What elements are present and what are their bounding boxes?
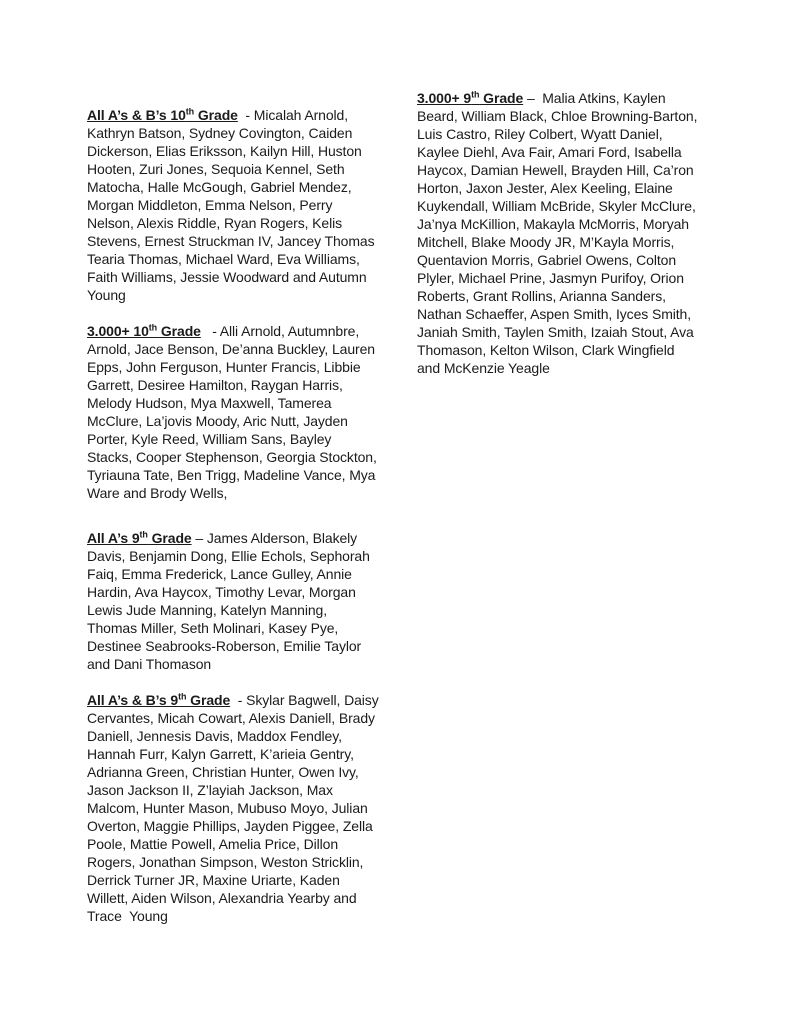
heading-text: All A’s 9	[87, 530, 140, 546]
section-paragraph	[417, 89, 701, 377]
heading-grade-text: Grade	[194, 107, 238, 123]
names-list: Micalah Arnold, Kathryn Batson, Sydney Covington, Caiden Dickerson, Elias Eriksson, Kailyn Hill, Huston Hooten, Zuri Jones, Sequoia Kennel, Seth Matocha, Halle McGough, Gabriel Mendez, Morgan Middleton, Emma Nelson, Perry Nelson, Alexis Riddle, Ryan Rogers, Kelis Stevens, Ernest Struckman IV, Jancey Thomas Tearia Thomas, Michael Ward, Eva Williams, Faith Williams, Jessie Woodward and Autumn Young	[87, 107, 379, 303]
names-list: James Alderson, Blakely Davis, Benjamin Dong, Ellie Echols, Sephorah Faiq, Emma Frederick, Lance Gulley, Annie Hardin, Ava Haycox, Timothy Levar, Morgan Lewis Jude Manning, Katelyn Manning, Thomas Miller, Seth Molinari, Kasey Pye, Destinee Seabrooks-Roberson, Emilie Taylor and Dani Thomason	[87, 530, 374, 672]
heading-separator: –	[191, 530, 207, 546]
heading-ordinal-suffix: th	[139, 529, 148, 540]
section-paragraph	[87, 691, 383, 925]
heading-text: 3.000+ 10	[87, 323, 149, 339]
section-paragraph	[87, 106, 379, 304]
heading-grade-text: Grade	[186, 692, 231, 708]
heading-ordinal-suffix: th	[471, 89, 480, 100]
heading-separator: -	[237, 107, 254, 123]
section-3000-9th-grade	[417, 89, 701, 377]
heading-text: All A’s & B’s 9	[87, 692, 179, 708]
section-heading	[417, 90, 523, 106]
section-3000-10th-grade	[87, 322, 379, 502]
heading-grade-text: Grade	[157, 323, 201, 339]
heading-separator: –	[523, 90, 543, 106]
section-paragraph	[87, 322, 379, 502]
names-list: Malia Atkins, Kaylen Beard, William Black, Chloe Browning-Barton, Luis Castro, Riley Colbert, Wyatt Daniel, Kaylee Diehl, Ava Fair, Amari Ford, Isabella Haycox, Damian Hewell, Brayden Hill, Ca’ron Horton, Jaxon Jester, Alex Keeling, Elaine Kuykendall, William McBride, Skyler McClure, Ja’nya McKillion, Makayla McMorris, Moryah Mitchell, Blake Moody JR, M’Kayla Morris, Quentavion Morris, Gabriel Owens, Colton Plyler, Michael Prine, Jasmyn Purifoy, Orion Roberts, Grant Rollins, Arianna Sanders, Nathan Schaeffer, Aspen Smith, Iyces Smith, Janiah Smith, Taylen Smith, Izaiah Stout, Ava Thomason, Kelton Wilson, Clark Wingfield and McKenzie Yeagle	[417, 90, 702, 376]
names-list: Alli Arnold, Autumnbre, Arnold, Jace Benson, De’anna Buckley, Lauren Epps, John Ferguson, Hunter Francis, Libbie Garrett, Desiree Hamilton, Raygan Harris, Melody Hudson, Mya Maxwell, Tamerea McClure, La’jovis Moody, Aric Nutt, Jayden Porter, Kyle Reed, William Sans, Bayley Stacks, Cooper Stephenson, Georgia Stockton, Tyriauna Tate, Ben Trigg, Madeline Vance, Mya Ware and Brody Wells,	[87, 323, 381, 501]
heading-grade-text: Grade	[147, 530, 192, 546]
right-column	[417, 89, 701, 377]
section-heading	[87, 323, 201, 339]
heading-ordinal-suffix: th	[178, 691, 187, 702]
heading-text: 3.000+ 9	[417, 90, 472, 106]
names-list: Skylar Bagwell, Daisy Cervantes, Micah Cowart, Alexis Daniell, Brady Daniell, Jennesis Davis, Maddox Fendley, Hannah Furr, Kalyn Garrett, K’arieia Gentry, Adrianna Green, Christian Hunter, Owen Ivy, Jason Jackson II, Z’layiah Jackson, Max Malcom, Hunter Mason, Mubuso Moyo, Julian Overton, Maggie Phillips, Jayden Piggee, Zella Poole, Mattie Powell, Amelia Price, Dillon Rogers, Jonathan Simpson, Weston Stricklin, Derrick Turner JR, Maxine Uriarte, Kaden Willett, Aiden Wilson, Alexandria Yearby and Trace Young	[87, 692, 383, 924]
heading-grade-text: Grade	[479, 90, 524, 106]
heading-ordinal-suffix: th	[148, 322, 158, 333]
section-all-as-bs-9th-grade	[87, 691, 383, 925]
section-all-as-9th-grade	[87, 529, 379, 673]
heading-text: All A’s & B’s 10	[87, 107, 186, 123]
heading-ordinal-suffix: th	[185, 106, 195, 117]
section-paragraph	[87, 529, 379, 673]
section-all-as-bs-10th-grade	[87, 106, 379, 304]
heading-separator: -	[230, 692, 247, 708]
section-heading	[87, 530, 192, 546]
left-column	[87, 106, 383, 925]
heading-separator: -	[200, 323, 220, 339]
section-heading	[87, 107, 238, 123]
section-heading	[87, 692, 230, 708]
